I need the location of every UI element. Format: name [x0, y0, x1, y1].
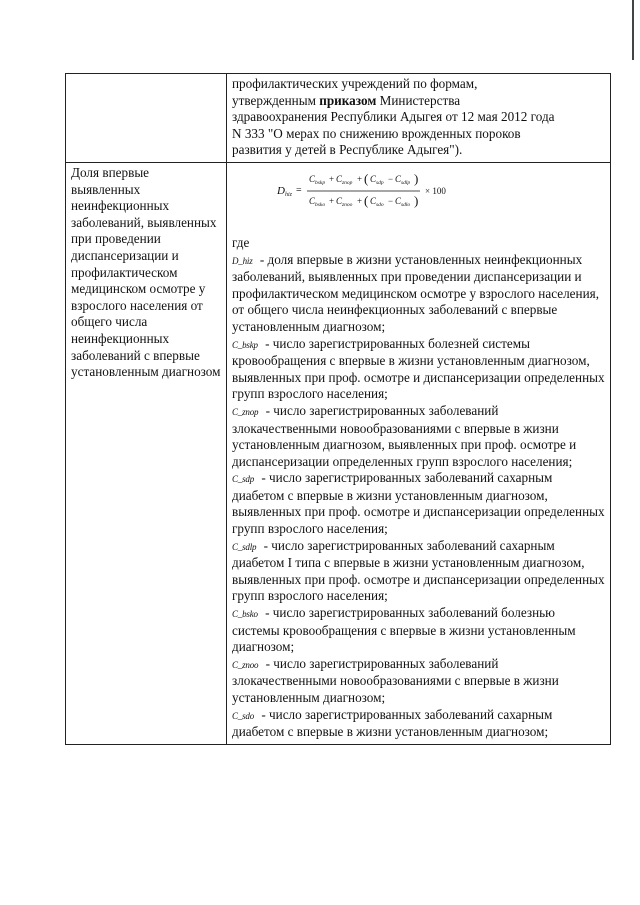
table-row [66, 74, 611, 163]
svg-text:−: − [387, 173, 393, 184]
svg-text:znop: znop [341, 179, 352, 186]
definition-text: - число зарегистрированных заболеваний сахарным диабетом с впервые в жизни установленным диагнозом, выявленных при проф. осмотре и диспансеризации определенных групп взрослого населения; [232, 470, 605, 537]
definition-text: - число зарегистрированных заболеваний злокачественными новообразованиями с впервые в жизни установленным диагнозом, выявленных при проф. осмотре и диспансеризации определенных групп взрослого населения; [232, 402, 577, 469]
svg-text:C: C [308, 195, 315, 206]
svg-text:C: C [308, 173, 315, 184]
definition-item [232, 470, 605, 537]
where-label: где [232, 234, 250, 250]
text-line: N 333 "О мерах по снижению врожденных пороков [232, 125, 521, 141]
indicator-name-cell: Доля впервые выявленных неинфекционных заболеваний, выявленных при проведении диспансеризации и профилактическом медицинском осмотре у взрослого населения от общего числа неинфекционных заболеваний с впервые установленным диагнозом [66, 162, 227, 744]
definition-item [232, 538, 605, 605]
definition-text: - число зарегистрированных болезней системы кровообращения с впервые в жизни установленным диагнозом, выявленных при проф. осмотре и диспансеризации определенных групп взрослого населения; [232, 335, 605, 402]
svg-text:C: C [369, 195, 376, 206]
variable-symbol: C_sdo [232, 710, 255, 721]
svg-text:): ) [413, 192, 418, 208]
definition-item [232, 252, 605, 336]
svg-text:sdo: sdo [375, 201, 384, 208]
variable-symbol: C_znop [232, 406, 259, 417]
svg-text:C: C [335, 173, 342, 184]
text-line: здравоохранения Республики Адыгея от 12 мая 2012 года [232, 109, 555, 125]
variable-symbol: C_znoo [232, 659, 259, 670]
definition-text: - число зарегистрированных заболеваний злокачественными новообразованиями с впервые в жизни установленным диагнозом; [232, 655, 559, 705]
variable-symbol: C_sdp [232, 474, 255, 485]
svg-text:D: D [276, 184, 285, 197]
definition-text: - число зарегистрированных заболеваний болезнью системы кровообращения с впервые в жизни установленным диагнозом; [232, 605, 576, 655]
svg-text:−: − [387, 195, 393, 206]
definition-item [232, 605, 605, 656]
definitions-list [232, 252, 605, 741]
svg-text:+: + [328, 173, 334, 184]
svg-text:hiz: hiz [284, 191, 292, 198]
svg-text:znoo: znoo [341, 201, 352, 208]
svg-text:× 100: × 100 [424, 185, 446, 196]
svg-text:C: C [394, 173, 401, 184]
order-reference-cell [227, 74, 611, 163]
formula-graphic [269, 167, 569, 213]
definition-item [232, 656, 605, 707]
order-link-text: приказом [319, 92, 377, 108]
text-span: Министерства [376, 92, 461, 108]
indicator-table [65, 73, 611, 745]
variable-symbol: C_bsko [232, 609, 258, 620]
text-line [232, 93, 605, 110]
svg-text:C: C [369, 173, 376, 184]
text-line: профилактических учреждений по формам, [232, 76, 478, 91]
svg-text:=: = [295, 184, 302, 196]
definition-item [232, 403, 605, 470]
text-line: развития у детей в Республике Адыгея"). [232, 142, 463, 158]
svg-text:C: C [335, 195, 342, 206]
page-edge-mark [632, 0, 634, 60]
empty-cell [66, 74, 227, 163]
svg-text:+: + [356, 173, 362, 184]
text-span: утвержденным [232, 92, 320, 108]
svg-text:+: + [328, 195, 334, 206]
variable-symbol: C_bskp [232, 339, 258, 350]
svg-text:bsko: bsko [314, 201, 325, 208]
formula [232, 165, 605, 217]
variable-symbol: C_sdlp [232, 541, 257, 552]
svg-text:sdlp: sdlp [400, 179, 410, 186]
svg-text:bskp: bskp [314, 179, 325, 186]
svg-text:+: + [356, 195, 362, 206]
definition-item [232, 707, 605, 741]
definition-text: - доля впервые в жизни установленных неинфекционных заболеваний, выявленных при проведении диспансеризации и профилактическом медицинском осмотре у взрослого населения, от общего числа неинфекционных заболеваний с впервые установленным диагнозом; [232, 251, 600, 334]
svg-text:(: ( [363, 192, 368, 208]
method-cell [227, 162, 611, 744]
svg-text:sdlo: sdlo [400, 201, 410, 208]
variable-symbol: D_hiz [232, 255, 253, 266]
table-row [66, 162, 611, 744]
svg-text:C: C [394, 195, 401, 206]
definition-text: - число зарегистрированных заболеваний сахарным диабетом с впервые в жизни установленным диагнозом; [232, 706, 553, 740]
definition-text: - число зарегистрированных заболеваний сахарным диабетом I типа с впервые в жизни установленным диагнозом, выявленных при проф. осмотре и диспансеризации определенных групп взрослого населения; [232, 537, 605, 604]
spacer [232, 217, 605, 235]
svg-text:(: ( [363, 170, 368, 186]
svg-text:): ) [413, 170, 418, 186]
definition-item [232, 336, 605, 403]
svg-text:sdp: sdp [375, 179, 384, 186]
